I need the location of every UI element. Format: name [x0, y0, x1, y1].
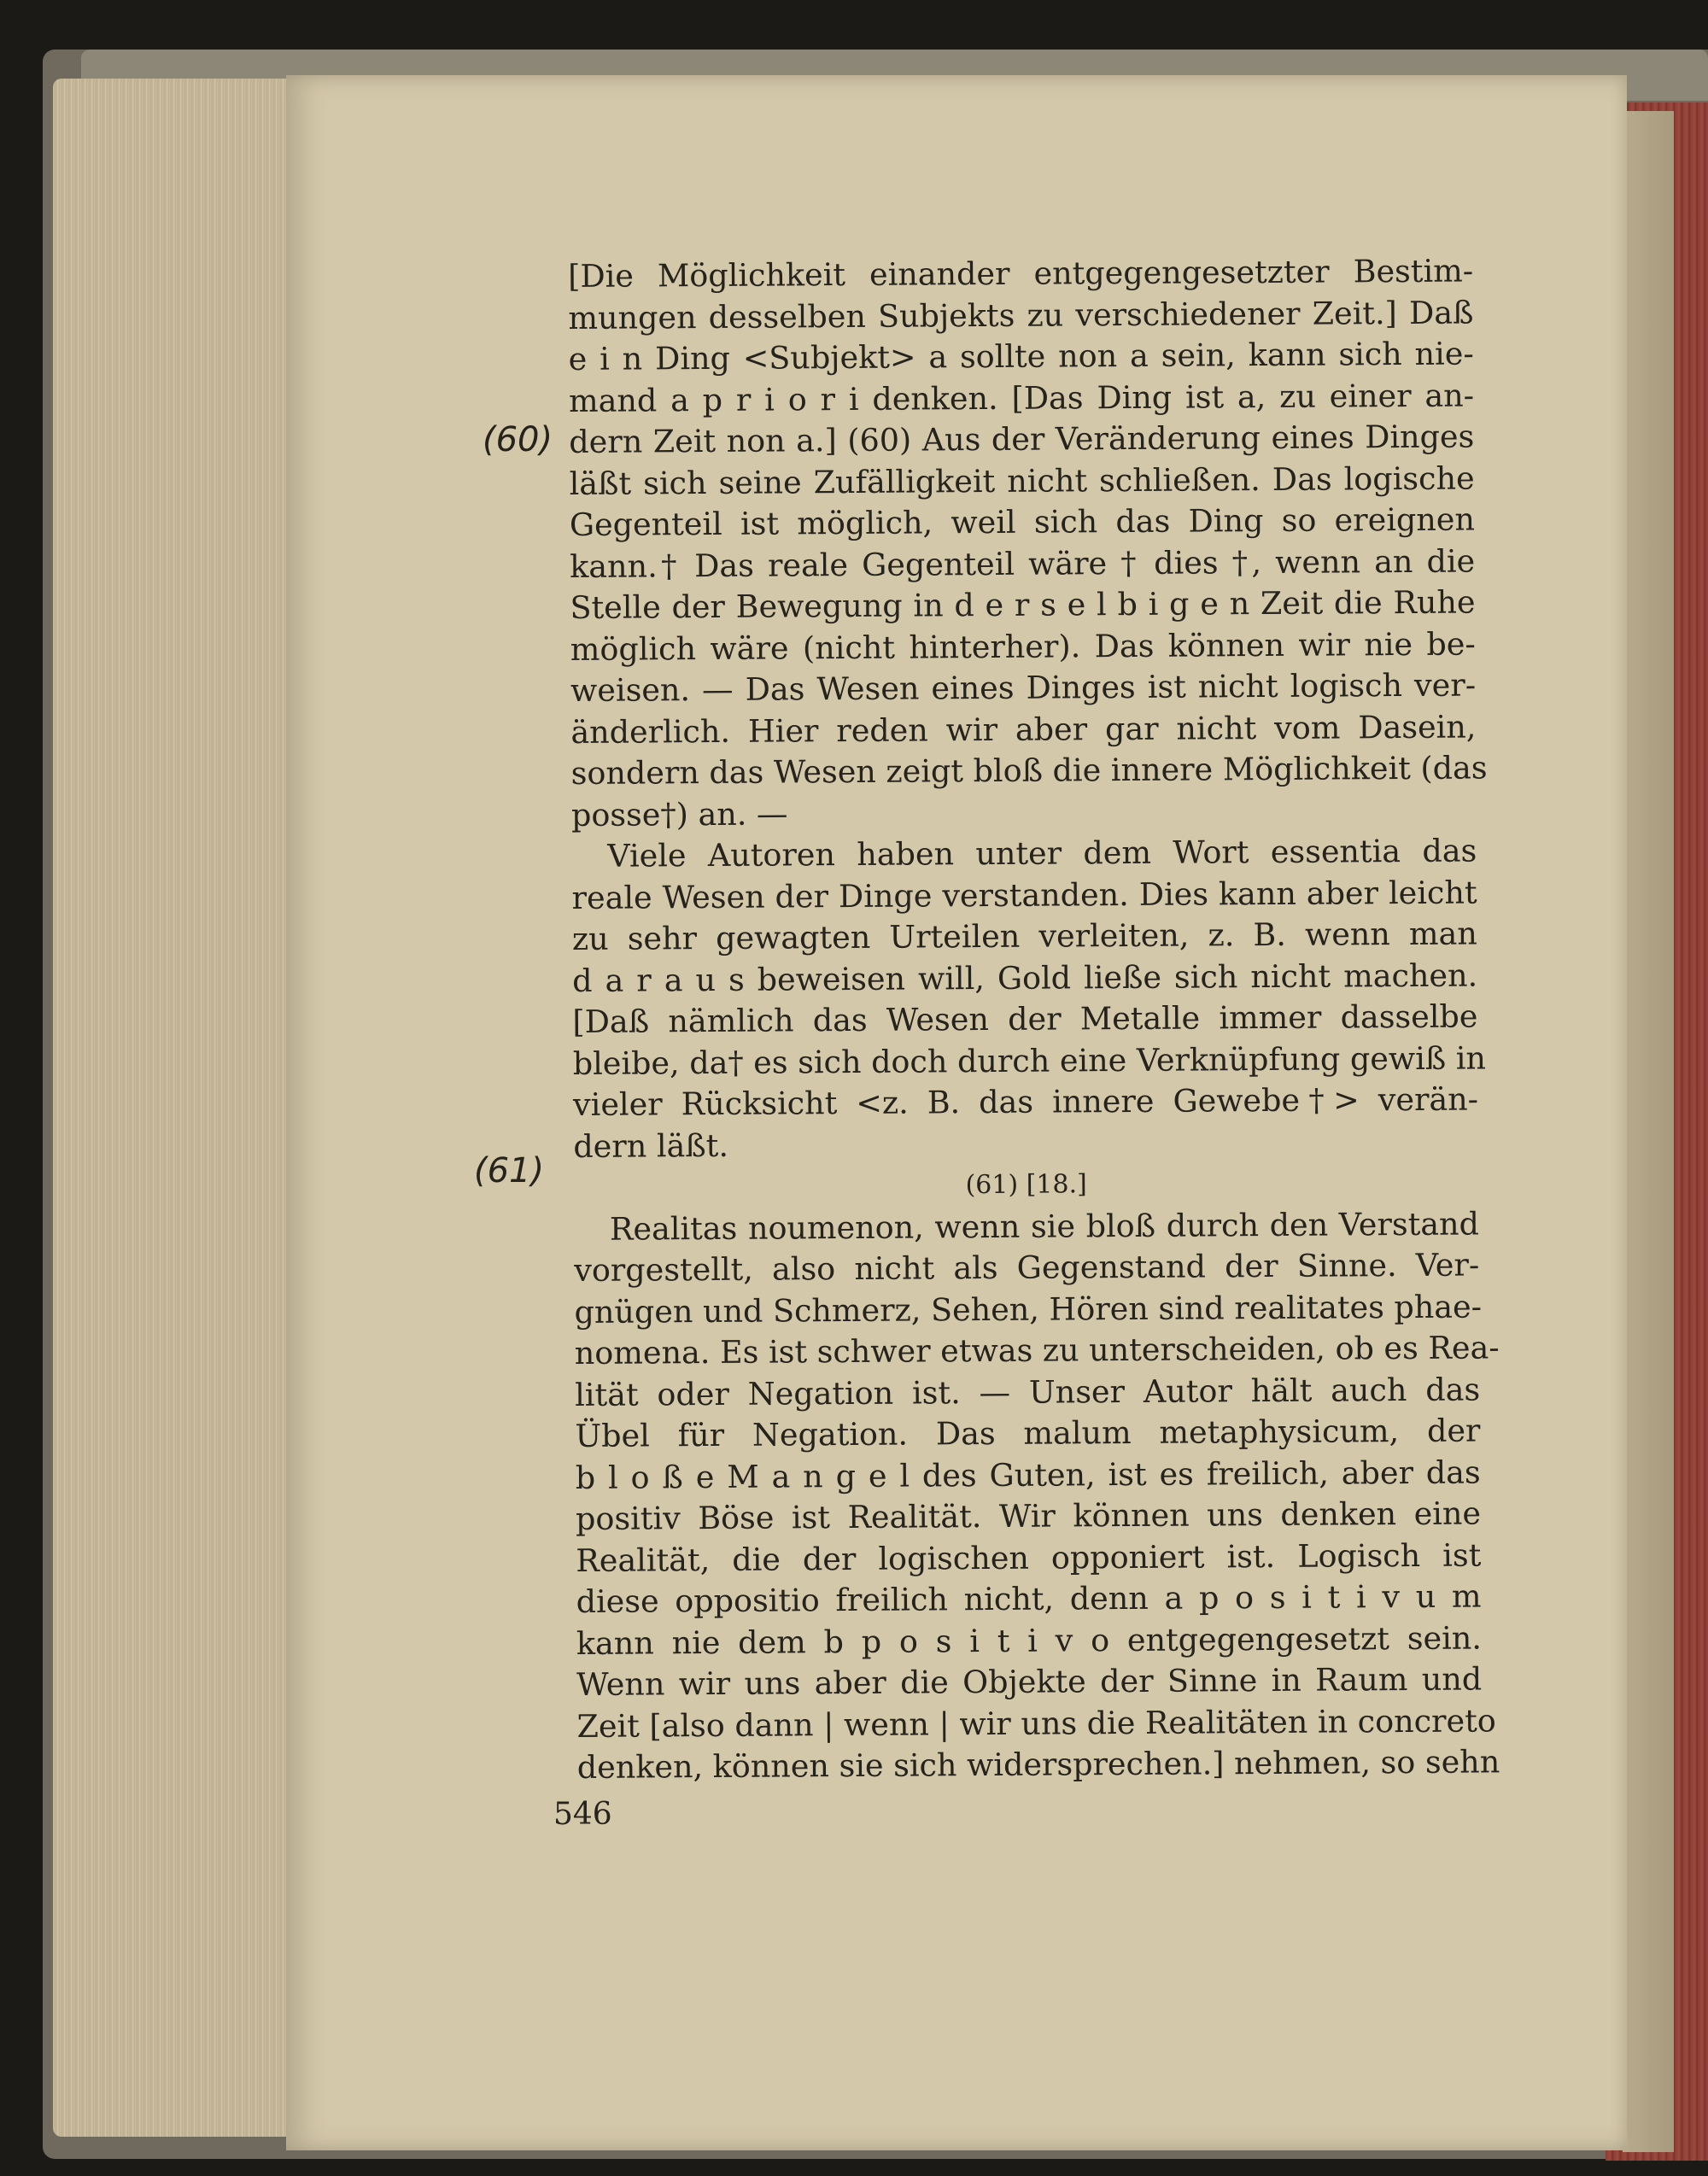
text-line: Zeit [also dann | wenn | wir uns die Realitäten in concreto — [576, 1701, 1496, 1745]
text-line: gnügen und Schmerz, Sehen, Hören sind realitates phae- — [574, 1287, 1483, 1331]
text-line: positiv Böse ist Realität. Wir können uns denken eine — [575, 1495, 1482, 1537]
text-line: posse†) an. — — [570, 794, 788, 834]
text-line: reale Wesen der Dinge verstanden. Dies kann aber leicht — [571, 874, 1477, 916]
text-line: möglich wäre (nicht hinterher). Das können wir nie be- — [570, 625, 1476, 668]
text-line: dern läßt. — [573, 1126, 729, 1165]
text-line: änderlich. Hier reden wir aber gar nicht vom Dasein, — [570, 708, 1477, 751]
text-line: mand a p r i o r i denken. [Das Ding ist a, zu einer an- — [568, 377, 1475, 419]
section-heading: (61) [18.] — [965, 1169, 1087, 1201]
text-line: Wenn wir uns aber die Objekte der Sinne in Raum und — [576, 1660, 1483, 1703]
text-line: kann.† Das reale Gegenteil wäre † dies †, wenn an die — [570, 542, 1476, 585]
text-line: Stelle der Bewegung in d e r s e l b i g e n Zeit die Ruhe — [570, 583, 1476, 626]
text-line: Viele Autoren haben unter dem Wort essentia das — [607, 832, 1477, 874]
text-line: läßt sich seine Zufälligkeit nicht schließen. Das logische — [569, 459, 1475, 502]
text-line: vieler Rücksicht <z. B. das innere Gewebe†> verän- — [572, 1080, 1479, 1123]
margin-note-61: (61) — [474, 1151, 545, 1190]
text-line: kann nie dem b p o s i t i v o entgegengesetzt sein. — [576, 1618, 1483, 1662]
text-line: zu sehr gewagten Urteilen verleiten, z. B. wenn man — [571, 915, 1477, 957]
page-body-text — [568, 251, 1500, 1789]
text-line: bleibe, da† es sich doch durch eine Verknüpfung gewiß in — [572, 1038, 1487, 1082]
text-line: d a r a u s beweisen will, Gold ließe sich nicht machen. — [572, 956, 1478, 999]
text-line: vorgestellt, also nicht als Gegenstand der Sinne. Ver- — [574, 1246, 1480, 1289]
text-line: denken, können sie sich widersprechen.] nehmen, so sehn — [576, 1743, 1500, 1786]
text-line: weisen. — Das Wesen eines Dinges ist nicht logisch ver- — [570, 666, 1477, 709]
text-line: e i n Ding <Subjekt> a sollte non a sein, kann sich nie- — [568, 335, 1474, 377]
page-number: 546 — [553, 1797, 612, 1832]
text-line: [Daß nämlich das Wesen der Metalle immer dasselbe — [572, 997, 1478, 1040]
text-line: nomena. Es ist schwer etwas zu unterscheiden, ob es Rea- — [574, 1329, 1500, 1372]
margin-note-60: (60) — [483, 420, 553, 459]
text-line: lität oder Negation ist. — Unser Autor hält auch das — [575, 1371, 1481, 1413]
text-line: mungen desselben Subjekts zu verschiedener Zeit.] Daß — [568, 294, 1474, 336]
text-line: dern Zeit non a.] (60) Aus der Veränderung eines Dinges — [569, 418, 1475, 460]
text-line: Gegenteil ist möglich, weil sich das Ding so ereignen — [569, 500, 1476, 543]
text-line: [Die Möglichkeit einander entgegengesetzter Bestim- — [568, 252, 1474, 295]
text-line: Realität, die der logischen opponiert ist. Logisch ist — [576, 1535, 1482, 1579]
text-line: sondern das Wesen zeigt bloß die innere Möglichkeit (das — [570, 749, 1488, 792]
text-line: Übel für Negation. Das malum metaphysicum, der — [575, 1412, 1481, 1454]
text-line: Realitas noumenon, wenn sie bloß durch den Verstand — [609, 1205, 1480, 1248]
text-line: b l o ß e M a n g e l des Guten, ist es freilich, aber das — [575, 1453, 1481, 1496]
facing-page-edge — [1623, 111, 1674, 2152]
text-line: diese oppositio freilich nicht, denn a p o s i t i v u m — [576, 1577, 1482, 1620]
